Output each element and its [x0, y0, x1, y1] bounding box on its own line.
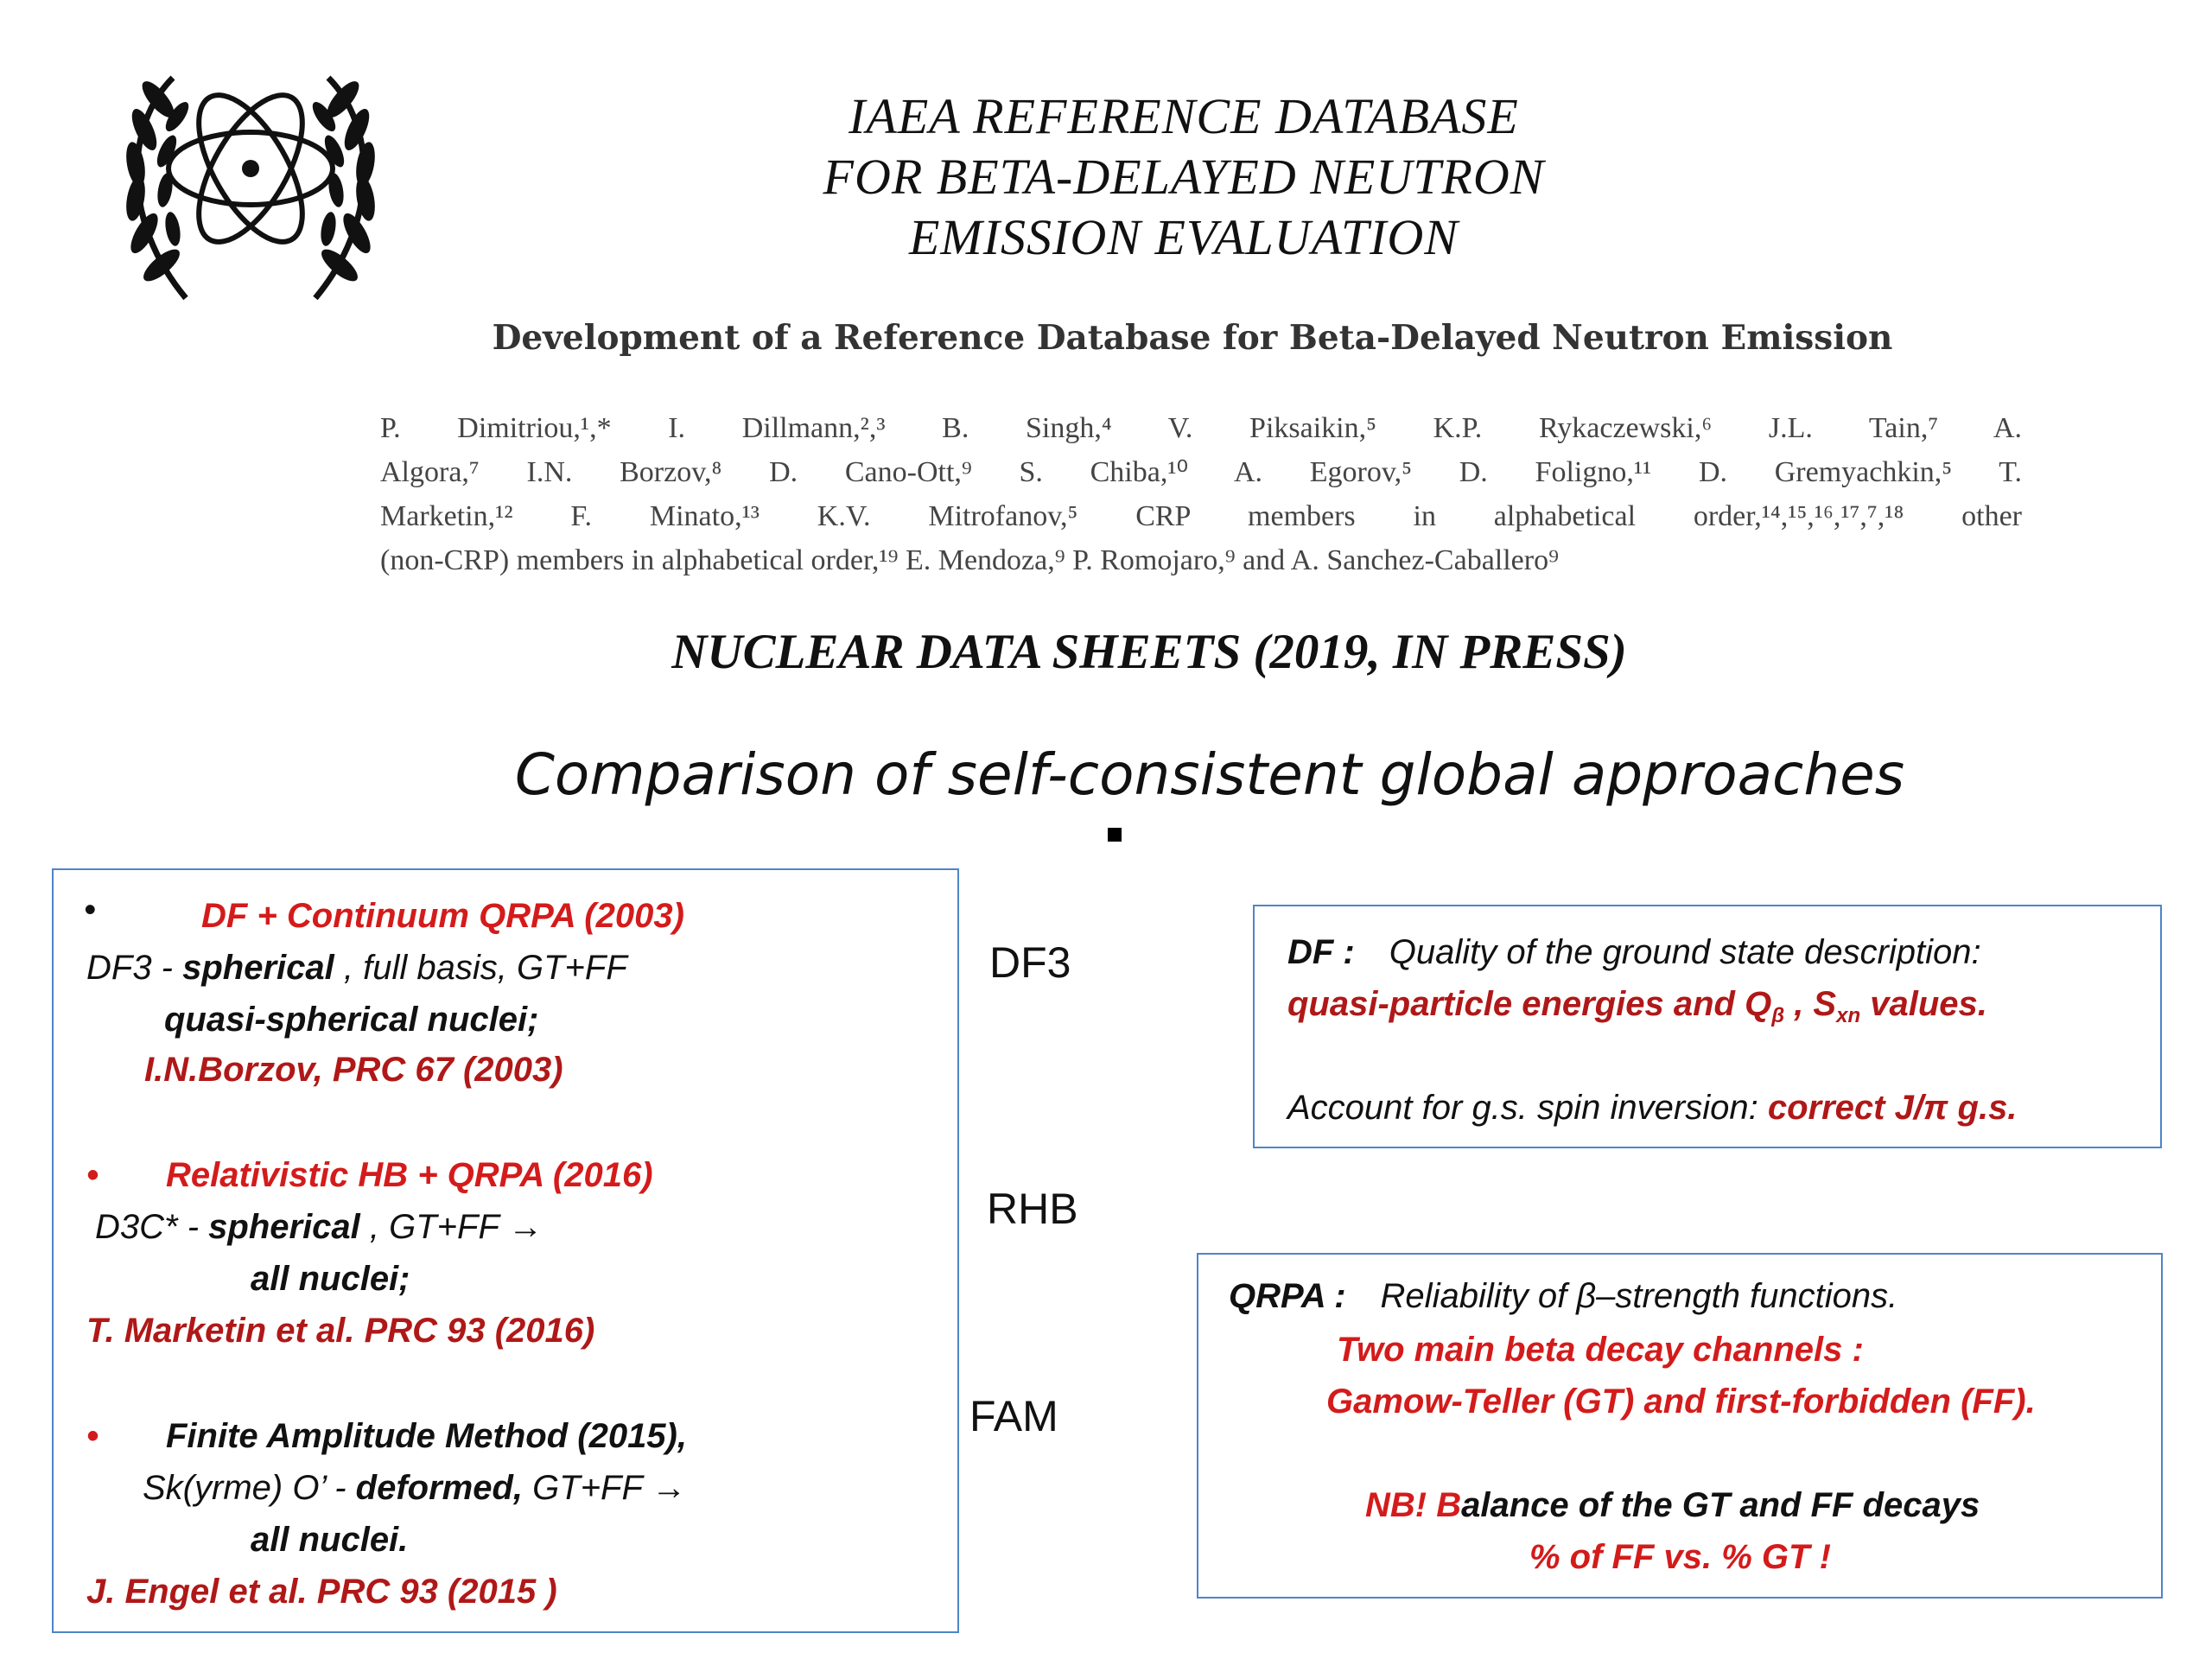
- bullet-icon: •: [84, 891, 97, 929]
- q-beta-subscript: β: [1771, 1004, 1785, 1027]
- df-l2-b: , S: [1784, 985, 1837, 1023]
- sxn-subscript: xn: [1836, 1004, 1861, 1027]
- df-l1-a: DF3 -: [86, 949, 183, 987]
- qrpa-box-text: Reliability of β–strength functions.: [1380, 1277, 1898, 1315]
- qrpa-l4-b: alance of the GT and FF decays: [1461, 1486, 1980, 1524]
- fam-approach-line2: all nuclei.: [251, 1521, 409, 1559]
- df-l3-b: correct J/π g.s.: [1767, 1089, 2018, 1127]
- df-approach-line2: quasi-spherical nuclei;: [164, 1001, 539, 1039]
- fam-l1-a: Sk(yrme) O’ -: [143, 1469, 356, 1507]
- rhb-l1-a: D3C* -: [95, 1208, 209, 1246]
- df-l1-c: , full basis, GT+FF: [334, 949, 627, 987]
- qrpa-box-label: QRPA :: [1229, 1277, 1346, 1315]
- df-approach-line1: [86, 942, 627, 994]
- df-l2-c: values.: [1860, 985, 1987, 1023]
- qrpa-l4-a: NB! B: [1365, 1486, 1462, 1524]
- iaea-logo-icon: [91, 48, 410, 307]
- df-l2-a: quasi-particle energies and Q: [1287, 985, 1772, 1023]
- iaea-title-line: EMISSION EVALUATION: [909, 209, 1459, 265]
- rhb-l1-b: spherical: [208, 1208, 360, 1246]
- qrpa-box-line1: [1229, 1270, 1897, 1322]
- df-box-label: DF :: [1287, 933, 1355, 971]
- df-approach-title: DF + Continuum QRPA (2003): [201, 897, 684, 935]
- df-box-line3: [1287, 1082, 2017, 1134]
- rhb-approach-line1: [95, 1201, 543, 1253]
- author-line: (non-CRP) members in alphabetical order,¹⁹ E. Mendoza,⁹ P. Romojaro,⁹ and A. Sanchez-Caballero⁹: [380, 544, 1559, 576]
- bullet-icon: •: [86, 1156, 99, 1194]
- method-label-df3: DF3: [989, 938, 1071, 987]
- slide-heading: Comparison of self-consistent global approaches: [514, 741, 1905, 808]
- fam-approach-title: Finite Amplitude Method (2015),: [166, 1417, 687, 1455]
- iaea-title-line: FOR BETA-DELAYED NEUTRON: [823, 149, 1545, 205]
- rhb-approach-title: Relativistic HB + QRPA (2016): [166, 1156, 653, 1194]
- paper-title: Development of a Reference Database for Beta-Delayed Neutron Emission: [492, 318, 1893, 358]
- iaea-title-line: IAEA REFERENCE DATABASE: [849, 88, 1519, 144]
- qrpa-box-line5: % of FF vs. % GT !: [1529, 1538, 1831, 1576]
- author-line: Marketin,¹² F. Minato,¹³ K.V. Mitrofanov,⁵ CRP members in alphabetical order,¹⁴,¹⁵,¹⁶,¹⁷,⁷,¹⁸ other: [380, 500, 2022, 532]
- bullet-marker: [1108, 828, 1122, 842]
- df-approach-reference: I.N.Borzov, PRC 67 (2003): [144, 1051, 563, 1089]
- df-l1-b: spherical: [182, 949, 334, 987]
- fam-l1-b: deformed,: [355, 1469, 524, 1507]
- journal-reference: NUCLEAR DATA SHEETS (2019, IN PRESS): [671, 625, 1627, 679]
- fam-approach-reference: J. Engel et al. PRC 93 (2015 ): [86, 1573, 557, 1611]
- qrpa-box-line4: [1365, 1479, 1980, 1531]
- fam-approach-line1: [143, 1462, 686, 1514]
- qrpa-box-line2: Two main beta decay channels :: [1337, 1331, 1864, 1369]
- author-line: Algora,⁷ I.N. Borzov,⁸ D. Cano-Ott,⁹ S. Chiba,¹⁰ A. Egorov,⁵ D. Foligno,¹¹ D. Gremyachkin,⁵ T.: [380, 456, 2022, 488]
- fam-l1-c: GT+FF →: [523, 1469, 687, 1507]
- rhb-approach-reference: T. Marketin et al. PRC 93 (2016): [86, 1312, 595, 1350]
- method-label-rhb: RHB: [987, 1185, 1078, 1233]
- df-box-line2: [1287, 978, 1987, 1042]
- iaea-title: [605, 86, 1763, 268]
- rhb-l1-c: , GT+FF →: [359, 1208, 543, 1246]
- qrpa-box-line3: Gamow-Teller (GT) and first-forbidden (FF).: [1326, 1382, 2036, 1421]
- author-line: P. Dimitriou,¹,* I. Dillmann,²,³ B. Singh,⁴ V. Piksaikin,⁵ K.P. Rykaczewski,⁶ J.L. Tain,⁷ A.: [380, 412, 2022, 444]
- df-box-line1: [1287, 926, 1981, 978]
- rhb-approach-line2: all nuclei;: [251, 1260, 410, 1298]
- author-list: [380, 406, 2022, 582]
- method-label-fam: FAM: [969, 1392, 1058, 1440]
- bullet-icon: •: [86, 1417, 99, 1455]
- df-l3-a: Account for g.s. spin inversion:: [1287, 1089, 1768, 1127]
- df-box-text: Quality of the ground state description:: [1389, 933, 1981, 971]
